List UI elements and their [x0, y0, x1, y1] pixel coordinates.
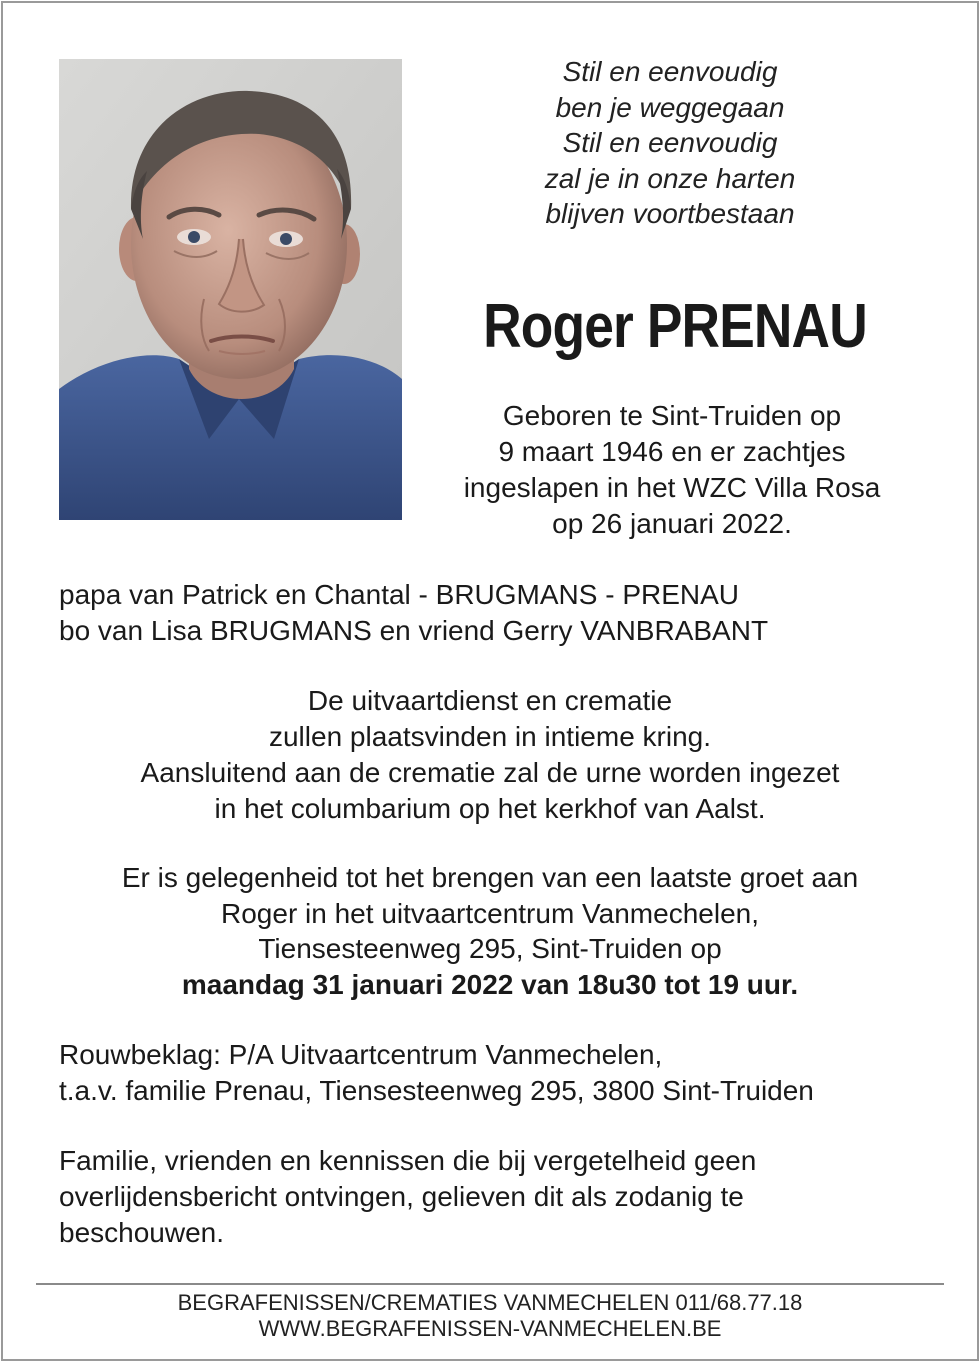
- notice-line: overlijdensbericht ontvingen, gelieven dit als zodanig te: [59, 1181, 744, 1212]
- deceased-name: Roger PRENAU: [483, 292, 867, 361]
- service-line: Aansluitend aan de crematie zal de urne worden ingezet: [140, 757, 840, 788]
- poem-line: ben je weggegaan: [555, 91, 785, 123]
- condolences-line: t.a.v. familie Prenau, Tiensesteenweg 295, 3800 Sint-Truiden: [59, 1075, 814, 1106]
- portrait-illustration: [59, 59, 402, 520]
- footer-divider: [36, 1283, 944, 1285]
- birth-death-line: op 26 januari 2022.: [552, 508, 792, 539]
- footer: [40, 1290, 940, 1342]
- family-line: bo van Lisa BRUGMANS en vriend Gerry VANBRABANT: [59, 615, 769, 646]
- service-line: De uitvaartdienst en crematie: [307, 685, 673, 716]
- condolences-address: [59, 1037, 939, 1109]
- family-relations: [59, 577, 939, 649]
- visitation-line: Roger in het uitvaartcentrum Vanmechelen,: [221, 897, 759, 929]
- poem-line: blijven voortbestaan: [545, 198, 795, 229]
- birth-death-line: 9 maart 1946 en er zachtjes: [498, 436, 846, 467]
- service-line: zullen plaatsvinden in intieme kring.: [268, 721, 712, 752]
- poem-line: Stil en eenvoudig: [562, 127, 778, 158]
- family-line: papa van Patrick en Chantal - BRUGMANS - PRENAU: [59, 579, 740, 610]
- visitation-date-time: maandag 31 januari 2022 van 18u30 tot 19 uur.: [181, 968, 799, 1000]
- footer-website[interactable]: WWW.BEGRAFENISSEN-VANMECHELEN.BE: [258, 1316, 722, 1341]
- poem-line: zal je in onze harten: [544, 162, 796, 194]
- birth-death-details: [430, 398, 914, 542]
- poem-line: Stil en eenvoudig: [562, 56, 778, 87]
- notice-line: beschouwen.: [59, 1217, 225, 1248]
- portrait-photo: [59, 59, 402, 520]
- memorial-poem: [460, 54, 880, 232]
- footer-company: BEGRAFENISSEN/CREMATIES VANMECHELEN 011/68.77.18: [177, 1290, 803, 1315]
- notice-line: Familie, vrienden en kennissen die bij vergetelheid geen: [59, 1145, 757, 1176]
- service-line: in het columbarium op het kerkhof van Aalst.: [214, 793, 766, 824]
- condolences-line: Rouwbeklag: P/A Uitvaartcentrum Vanmechelen,: [59, 1039, 663, 1070]
- birth-death-line: ingeslapen in het WZC Villa Rosa: [463, 472, 881, 503]
- birth-death-line: Geboren te Sint-Truiden op: [502, 400, 842, 431]
- visitation-info: [40, 860, 940, 1002]
- notice-text: [59, 1143, 939, 1251]
- funeral-service-info: [40, 683, 940, 827]
- visitation-line: Tiensesteenweg 295, Sint-Truiden op: [258, 933, 722, 964]
- visitation-line: Er is gelegenheid tot het brengen van een laatste groet aan: [121, 862, 859, 893]
